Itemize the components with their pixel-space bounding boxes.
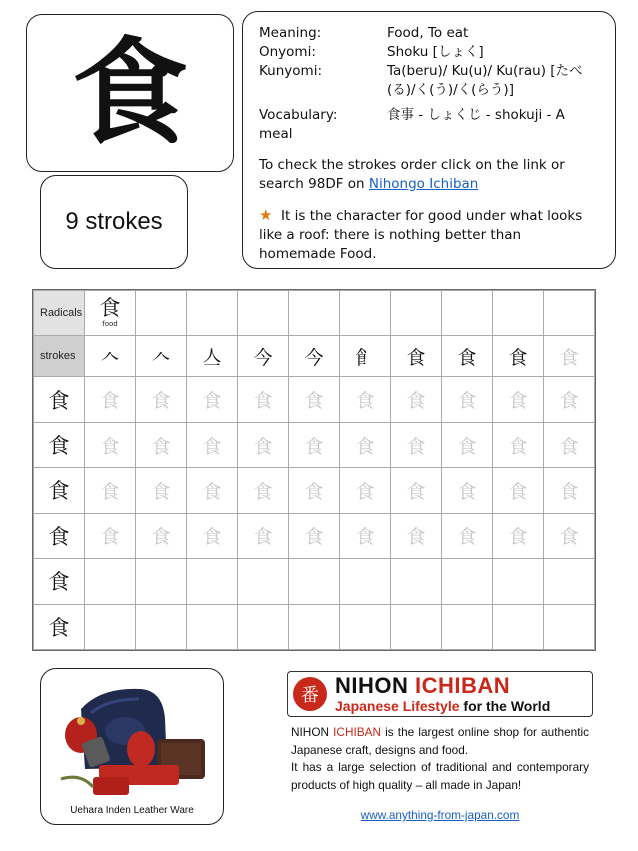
- stroke-step-cell: [85, 336, 136, 377]
- empty-cell: [544, 291, 595, 336]
- radicals-header: Radicals: [34, 291, 85, 336]
- practice-cell[interactable]: [391, 604, 442, 649]
- shop-url-link[interactable]: www.anything-from-japan.com: [360, 808, 520, 822]
- ghost-char: 食: [202, 435, 222, 458]
- ghost-char: 食: [406, 526, 426, 549]
- ghost-char: 食: [457, 390, 477, 413]
- brand-name: [335, 675, 550, 697]
- practice-cell[interactable]: [340, 604, 391, 649]
- leather-goods-image: [41, 669, 224, 825]
- ghost-char: 食: [202, 390, 222, 413]
- star-icon: ★: [259, 206, 273, 224]
- ghost-char: 食: [151, 435, 171, 458]
- practice-cell[interactable]: [289, 422, 340, 467]
- brand-tagline: [335, 699, 550, 713]
- practice-cell[interactable]: [493, 513, 544, 558]
- practice-model-char: 食: [48, 570, 70, 595]
- practice-cell[interactable]: [493, 422, 544, 467]
- ghost-char: 食: [406, 480, 426, 503]
- practice-cell[interactable]: [136, 604, 187, 649]
- svg-text:番: 番: [301, 685, 319, 706]
- practice-cell[interactable]: [136, 513, 187, 558]
- practice-cell[interactable]: [85, 513, 136, 558]
- practice-cell[interactable]: [136, 422, 187, 467]
- practice-cell[interactable]: [289, 468, 340, 513]
- practice-cell[interactable]: [544, 513, 595, 558]
- ad-text-red: ICHIBAN: [333, 725, 382, 739]
- stroke-step-cell: [442, 336, 493, 377]
- practice-cell[interactable]: [544, 559, 595, 604]
- stroke-step-cell: [493, 336, 544, 377]
- practice-cell[interactable]: [544, 468, 595, 513]
- stroke-step-char: 𠆢: [151, 346, 171, 369]
- practice-cell[interactable]: [391, 513, 442, 558]
- tagline-second: for the World: [463, 698, 551, 714]
- practice-cell[interactable]: [340, 377, 391, 422]
- stroke-step-cell: [544, 336, 595, 377]
- strokes-header: strokes: [34, 336, 85, 377]
- brand-name-second: ICHIBAN: [415, 673, 511, 698]
- meaning-row: [259, 24, 615, 43]
- ghost-char: 食: [406, 390, 426, 413]
- practice-cell[interactable]: [442, 604, 493, 649]
- nihongo-ichiban-link[interactable]: Nihongo Ichiban: [368, 176, 479, 192]
- practice-model-cell: [34, 559, 85, 604]
- stroke-step-char: 亼: [202, 346, 222, 369]
- onyomi-row: [259, 43, 615, 62]
- empty-cell: [136, 291, 187, 336]
- practice-cell[interactable]: [187, 468, 238, 513]
- kanji-note: [259, 206, 599, 264]
- practice-cell[interactable]: [493, 604, 544, 649]
- practice-cell[interactable]: [289, 377, 340, 422]
- ghost-char: 食: [304, 526, 324, 549]
- stroke-step-char: 𩙿: [355, 346, 375, 369]
- nihon-ichiban-logo-icon: [293, 677, 327, 711]
- practice-model-char: 食: [48, 479, 70, 504]
- ghost-char: 食: [304, 435, 324, 458]
- practice-cell[interactable]: [238, 377, 289, 422]
- ghost-char: 食: [202, 480, 222, 503]
- main-kanji: 食: [72, 25, 188, 161]
- practice-cell[interactable]: [187, 513, 238, 558]
- practice-grid-table: [33, 290, 595, 650]
- nihon-ichiban-banner[interactable]: [287, 671, 593, 717]
- vocabulary-continuation: meal: [259, 126, 293, 142]
- practice-cell[interactable]: [187, 559, 238, 604]
- practice-cell[interactable]: [442, 377, 493, 422]
- empty-cell: [340, 291, 391, 336]
- practice-cell[interactable]: [238, 468, 289, 513]
- strokes-row: [34, 336, 595, 377]
- product-image-box[interactable]: [40, 668, 224, 825]
- nihon-ichiban-ad: [283, 668, 599, 826]
- stroke-step-char: 今: [304, 346, 324, 369]
- practice-cell[interactable]: [85, 422, 136, 467]
- practice-cell[interactable]: [391, 422, 442, 467]
- practice-row: [34, 468, 595, 513]
- kunyomi-value: Ta(beru)/ Ku(u)/ Ku(rau) [たべ(る)/く(う)/く(らう)]: [387, 63, 583, 98]
- practice-cell[interactable]: [289, 559, 340, 604]
- ghost-char: 食: [559, 480, 579, 503]
- ghost-char: 食: [559, 435, 579, 458]
- practice-cell[interactable]: [85, 377, 136, 422]
- brand-text: [335, 675, 550, 713]
- practice-cell[interactable]: [340, 468, 391, 513]
- practice-cell[interactable]: [442, 468, 493, 513]
- ghost-char: 食: [508, 480, 528, 503]
- stroke-step-cell: [136, 336, 187, 377]
- ghost-char: 食: [355, 390, 375, 413]
- product-caption: Uehara Inden Leather Ware: [70, 805, 194, 816]
- ghost-char: 食: [100, 390, 120, 413]
- empty-cell: [289, 291, 340, 336]
- ghost-char: 食: [151, 480, 171, 503]
- practice-cell[interactable]: [187, 422, 238, 467]
- kunyomi-label: Kunyomi:: [259, 63, 322, 79]
- stroke-step-cell: [238, 336, 289, 377]
- vocabulary-row: [259, 106, 615, 125]
- ghost-char: 食: [304, 480, 324, 503]
- empty-cell: [493, 291, 544, 336]
- ad-text-body2: It has a large selection of traditional and contemporary products of high quality – all made in Japan!: [291, 760, 589, 792]
- ghost-char: 食: [151, 526, 171, 549]
- ghost-char: 食: [253, 480, 273, 503]
- ghost-char: 食: [253, 526, 273, 549]
- tagline-first: Japanese Lifestyle: [335, 698, 460, 714]
- ghost-char: 食: [304, 390, 324, 413]
- practice-model-char: 食: [48, 524, 70, 549]
- ad-text-prefix: NIHON: [291, 725, 330, 739]
- practice-model-char: 食: [48, 434, 70, 459]
- ghost-char: 食: [457, 480, 477, 503]
- kanji-note-text: It is the character for good under what looks like a roof: there is nothing better than homemade Food.: [259, 208, 583, 262]
- practice-cell[interactable]: [289, 604, 340, 649]
- practice-cell[interactable]: [238, 559, 289, 604]
- ghost-char: 食: [253, 435, 273, 458]
- practice-cell[interactable]: [544, 604, 595, 649]
- practice-cell[interactable]: [187, 377, 238, 422]
- practice-cell[interactable]: [187, 604, 238, 649]
- stroke-step-cell: [187, 336, 238, 377]
- stroke-step-cell: [289, 336, 340, 377]
- practice-row: [34, 513, 595, 558]
- onyomi-value: Shoku [しょく]: [387, 44, 484, 60]
- practice-row: [34, 559, 595, 604]
- practice-cell[interactable]: [85, 559, 136, 604]
- practice-cell[interactable]: [442, 422, 493, 467]
- ad-url-wrap: [291, 808, 589, 822]
- empty-cell: [187, 291, 238, 336]
- stroke-step-char: 𠆢: [100, 346, 120, 369]
- practice-cell[interactable]: [289, 513, 340, 558]
- stroke-step-char: 食: [508, 346, 528, 369]
- radical-kanji: 食: [99, 296, 121, 321]
- strokes-count-label: 9 strokes: [65, 208, 163, 235]
- stroke-order-text: To check the strokes order click on the link or search 98DF on: [259, 157, 565, 192]
- practice-cell[interactable]: [544, 377, 595, 422]
- kanji-info-panel: [242, 11, 616, 269]
- stroke-step-cell: [340, 336, 391, 377]
- ghost-char: 食: [100, 435, 120, 458]
- practice-cell[interactable]: [85, 604, 136, 649]
- meaning-value: Food, To eat: [387, 25, 469, 41]
- practice-model-char: 食: [48, 615, 70, 640]
- onyomi-label: Onyomi:: [259, 44, 316, 60]
- ghost-char: 食: [457, 526, 477, 549]
- brand-name-first: NIHON: [335, 673, 409, 698]
- practice-cell[interactable]: [391, 468, 442, 513]
- practice-cell[interactable]: [442, 513, 493, 558]
- practice-grid: [32, 289, 596, 651]
- radical-meaning: food: [102, 320, 118, 329]
- practice-cell[interactable]: [136, 377, 187, 422]
- vocabulary-value: 食事 - しょくじ - shokuji - A: [387, 107, 565, 123]
- practice-model-cell: [34, 377, 85, 422]
- practice-model-cell: [34, 604, 85, 649]
- ghost-char: 食: [559, 390, 579, 413]
- stroke-order-instruction: [259, 156, 599, 194]
- ghost-char: 食: [508, 435, 528, 458]
- ghost-char: 食: [355, 480, 375, 503]
- ghost-char: 食: [100, 526, 120, 549]
- ghost-char: 食: [253, 390, 273, 413]
- ghost-char: 食: [457, 435, 477, 458]
- practice-cell[interactable]: [136, 559, 187, 604]
- ad-description: [291, 724, 589, 794]
- practice-model-cell: [34, 468, 85, 513]
- stroke-step-char: 今: [253, 346, 273, 369]
- practice-row: [34, 422, 595, 467]
- ghost-char: 食: [100, 480, 120, 503]
- ghost-char: 食: [508, 526, 528, 549]
- stroke-step-char: 食: [457, 346, 477, 369]
- practice-cell[interactable]: [238, 422, 289, 467]
- radicals-row: [34, 291, 595, 336]
- stroke-step-char: 食: [406, 346, 426, 369]
- ghost-char: 食: [151, 390, 171, 413]
- radical-cell: [85, 291, 136, 336]
- stroke-step-char: 食: [559, 346, 579, 369]
- kunyomi-row: [259, 62, 615, 100]
- ghost-char: 食: [202, 526, 222, 549]
- ad-text-body: is the largest online shop for authentic Japanese craft, designs and food.: [291, 725, 589, 757]
- practice-cell[interactable]: [136, 468, 187, 513]
- practice-model-cell: [34, 513, 85, 558]
- practice-cell[interactable]: [340, 559, 391, 604]
- ghost-char: 食: [355, 435, 375, 458]
- empty-cell: [238, 291, 289, 336]
- practice-cell[interactable]: [391, 377, 442, 422]
- practice-cell[interactable]: [442, 559, 493, 604]
- empty-cell: [391, 291, 442, 336]
- kanji-display: [26, 14, 234, 172]
- ghost-char: 食: [406, 435, 426, 458]
- practice-cell[interactable]: [340, 513, 391, 558]
- practice-row: [34, 604, 595, 649]
- practice-cell[interactable]: [238, 604, 289, 649]
- practice-cell[interactable]: [85, 468, 136, 513]
- ghost-char: 食: [559, 526, 579, 549]
- practice-cell[interactable]: [493, 468, 544, 513]
- practice-cell[interactable]: [391, 559, 442, 604]
- strokes-count-box: [40, 175, 188, 269]
- practice-cell[interactable]: [238, 513, 289, 558]
- practice-model-char: 食: [48, 388, 70, 413]
- practice-cell[interactable]: [544, 422, 595, 467]
- practice-model-cell: [34, 422, 85, 467]
- empty-cell: [442, 291, 493, 336]
- practice-cell[interactable]: [493, 377, 544, 422]
- practice-cell[interactable]: [493, 559, 544, 604]
- meaning-label: Meaning:: [259, 25, 322, 41]
- vocabulary-label: Vocabulary:: [259, 107, 338, 123]
- stroke-step-cell: [391, 336, 442, 377]
- ghost-char: 食: [355, 526, 375, 549]
- practice-row: [34, 377, 595, 422]
- practice-cell[interactable]: [340, 422, 391, 467]
- ghost-char: 食: [508, 390, 528, 413]
